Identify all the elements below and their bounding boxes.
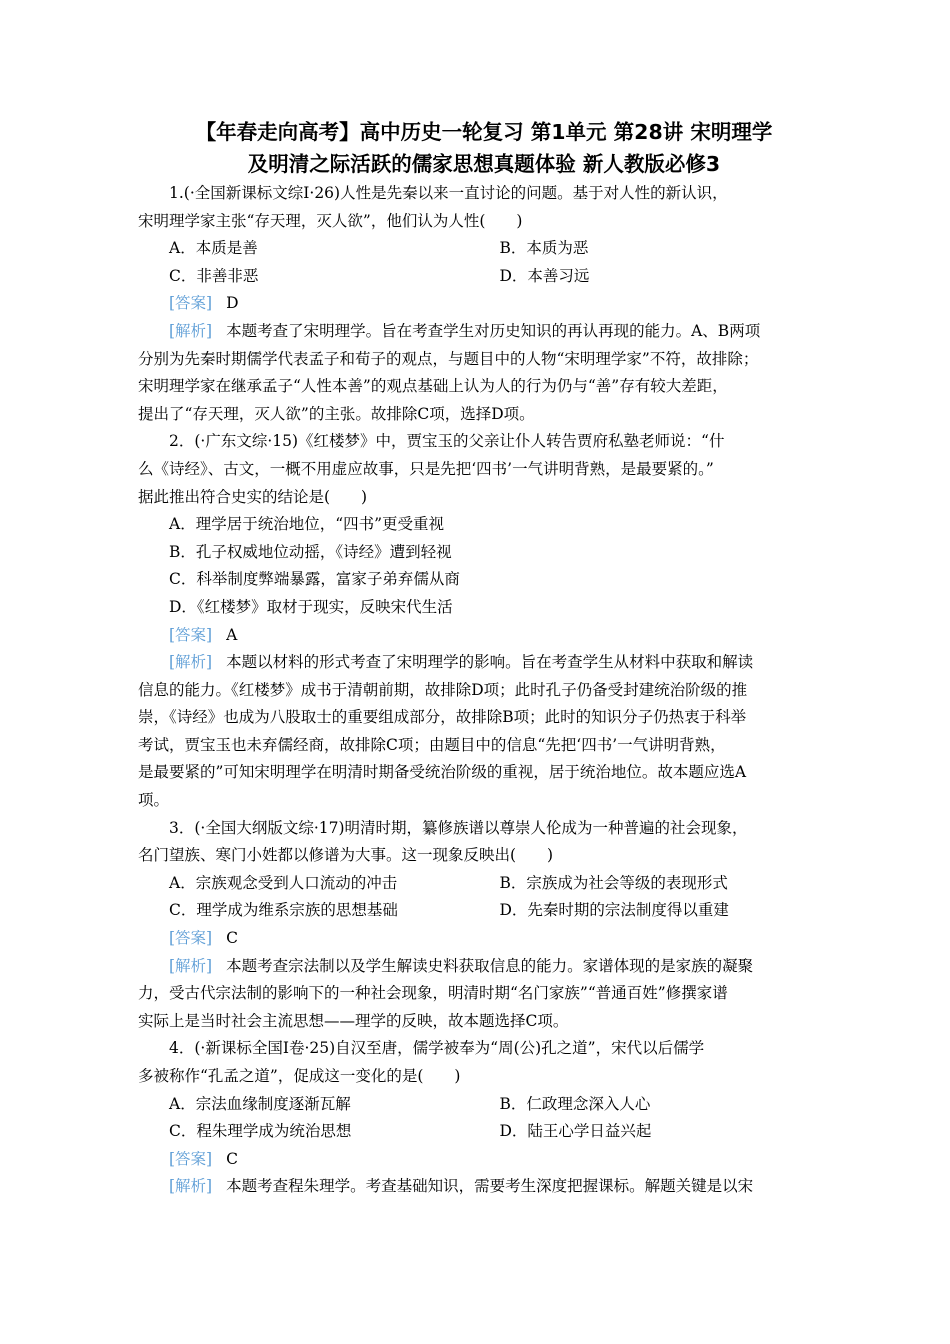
q3-option-b: B．宗族成为社会等级的表现形式 [499, 873, 728, 892]
q1-analysis-line-2: 分别为先秦时期儒学代表孟子和荀子的观点，与题目中的人物“宋明理学家”不符，故排除； [138, 349, 759, 368]
q1-option-b: B．本质为恶 [499, 239, 589, 258]
q4-options-row-1 [138, 1091, 830, 1119]
title-line-1: 【年春走向高考】高中历史一轮复习 第1单元 第28讲 宋明理学 [195, 120, 773, 144]
q3-option-a: A．宗族观念受到人口流动的冲击 [169, 873, 398, 892]
q2-answer-value: A [226, 625, 238, 644]
analysis-tag: [解析] [169, 1177, 213, 1196]
q4-option-a: A．宗法血缘制度逐渐瓦解 [169, 1094, 351, 1113]
q3-option-d: D．先秦时期的宗法制度得以重建 [499, 901, 729, 920]
q3-options-row-2 [138, 897, 830, 925]
q1-analysis-line-4: 提出了“存天理，灭人欲”的主张。故排除C项，选择D项。 [138, 404, 535, 423]
answer-tag: [答案] [169, 1149, 213, 1168]
q3-answer-value: C [226, 929, 238, 948]
analysis-tag: [解析] [169, 956, 213, 975]
q1-option-d: D．本善习远 [499, 266, 590, 285]
q4-answer-value: C [226, 1149, 238, 1168]
q1-answer-value: D [226, 294, 239, 313]
q1-answer [138, 290, 830, 318]
q4-stem-line-2: 多被称作“孔孟之道”，促成这一变化的是( ) [138, 1067, 461, 1085]
q2-analysis-line-4: 考试，贾宝玉也未弃儒经商，故排除C项；由题目中的信息“先把‘四书’一气讲明背熟， [138, 735, 726, 754]
q4-option-c: C．程朱理学成为统治思想 [169, 1122, 352, 1141]
q2-option-b: B．孔子权威地位动摇，《诗经》遭到轻视 [169, 542, 452, 561]
q2-analysis-line-5: 是最要紧的”可知宋明理学在明清时期备受统治阶级的重视，居于统治地位。故本题应选A [138, 763, 747, 782]
q1-option-a: A．本质是善 [169, 239, 258, 258]
q3-options-row-1 [138, 870, 830, 898]
q1-stem-line-1: 1.(·全国新课标文综Ⅰ·26)人性是先秦以来一直讨论的问题。基于对人性的新认识， [169, 184, 728, 202]
q3-analysis-line-1: [解析] 本题考查宗法制以及学生解读史料获取信息的能力。家谱体现的是家族的凝聚 [169, 956, 754, 975]
q4-answer [138, 1146, 830, 1174]
q2-analysis-line-3: 崇，《诗经》也成为八股取士的重要组成部分，故排除B项；此时的知识分子仍热衷于科举 [138, 708, 747, 727]
q3-analysis-line-2: 力，受古代宗法制的影响下的一种社会现象，明清时期“名门家族”“普通百姓”修撰家谱 [138, 984, 728, 1003]
q3-analysis-line-3: 实际上是当时社会主流思想——理学的反映，故本题选择C项。 [138, 1011, 569, 1030]
q2-analysis-line-6: 项。 [138, 791, 170, 810]
q2-option-a: A．理学居于统治地位，“四书”更受重视 [169, 515, 445, 534]
q2-stem-line-1: 2．(·广东文综·15)《红楼梦》中，贾宝玉的父亲让仆人转告贾府私塾老师说：“什 [169, 432, 725, 451]
analysis-tag: [解析] [169, 321, 213, 340]
analysis-tag: [解析] [169, 653, 213, 672]
q4-stem-line-1: 4．(·新课标全国Ⅰ卷·25)自汉至唐，儒学被奉为“周(公)孔之道”，宋代以后儒学 [169, 1039, 705, 1058]
question-3 [138, 815, 830, 1036]
q1-options-row-2 [138, 263, 830, 291]
q4-options-row-2 [138, 1118, 830, 1146]
q3-stem-line-2: 名门望族、寒门小姓都以修谱为大事。这一现象反映出( ) [138, 846, 554, 865]
q3-stem-line-1: 3．(·全国大纲版文综·17)明清时期，纂修族谱以尊崇人伦成为一种普遍的社会现象， [169, 818, 748, 837]
q1-options-row-1 [138, 235, 830, 263]
q2-stem-line-2: 么《诗经》、古文，一概不用虚应故事，只是先把‘四书’一气讲明背熟，是最要紧的。” [138, 459, 714, 478]
q2-stem-line-3: 据此推出符合史实的结论是( ) [138, 487, 368, 506]
question-2 [138, 428, 830, 814]
document-title [138, 116, 830, 180]
answer-tag: [答案] [169, 294, 213, 313]
question-1 [138, 180, 830, 428]
q2-option-d: D．《红楼梦》取材于现实，反映宋代生活 [169, 597, 453, 616]
q3-answer [138, 925, 830, 953]
q3-option-c: C．理学成为维系宗族的思想基础 [169, 901, 398, 920]
document-body [138, 180, 830, 1201]
q1-analysis-line-1: [解析] 本题考查了宋明理学。旨在考查学生对历史知识的再认再现的能力。A、B两项 [169, 321, 761, 340]
title-line-2: 及明清之际活跃的儒家思想真题体验 新人教版必修3 [247, 152, 721, 176]
q2-analysis-line-1: [解析] 本题以材料的形式考查了宋明理学的影响。旨在考查学生从材料中获取和解读 [169, 653, 754, 672]
q2-answer [138, 622, 830, 650]
q4-option-b: B．仁政理念深入人心 [499, 1094, 651, 1113]
q2-analysis-line-2: 信息的能力。《红楼梦》成书于清朝前期，故排除D项；此时孔子仍备受封建统治阶级的推 [138, 680, 748, 699]
answer-tag: [答案] [169, 929, 213, 948]
q1-option-c: C．非善非恶 [169, 266, 259, 285]
q2-option-c: C．科举制度弊端暴露，富家子弟弃儒从商 [169, 570, 460, 589]
question-4 [138, 1035, 830, 1201]
q1-analysis-line-3: 宋明理学家在继承孟子“人性本善”的观点基础上认为人的行为仍与“善”存有较大差距， [138, 377, 728, 396]
q1-stem-line-2: 宋明理学家主张“存天理，灭人欲”，他们认为人性( ) [138, 211, 523, 230]
answer-tag: [答案] [169, 625, 213, 644]
q4-option-d: D．陆王心学日益兴起 [499, 1122, 652, 1141]
q4-analysis-line-1: [解析] 本题考查程朱理学。考查基础知识，需要考生深度把握课标。解题关键是以宋 [169, 1177, 754, 1196]
